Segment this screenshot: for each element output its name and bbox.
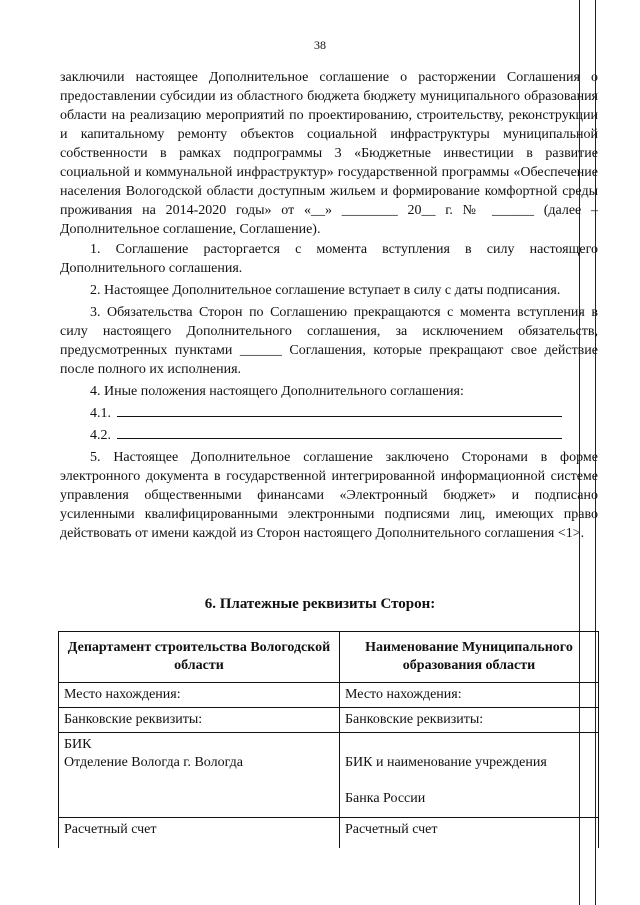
account-right: Расчетный счет bbox=[340, 818, 599, 849]
table-header-right: Наименование Муниципального образования области bbox=[340, 632, 599, 683]
clause-4-1-blank-line bbox=[117, 404, 562, 417]
location-left: Место нахождения: bbox=[59, 683, 340, 708]
section-title: 6. Платежные реквизиты Сторон: bbox=[204, 596, 436, 612]
clause-4: 4. Иные положения настоящего Дополнительного соглашения: bbox=[90, 384, 464, 399]
clause-4-2 bbox=[60, 426, 598, 445]
bank-details-right: Банковские реквизиты: bbox=[340, 708, 599, 733]
page-number: 38 bbox=[314, 38, 326, 52]
clause-4-1-label: 4.1. bbox=[90, 406, 111, 421]
bik-label-left: БИК bbox=[64, 737, 92, 752]
table-row bbox=[59, 818, 599, 849]
clause-5: 5. Настоящее Дополнительное соглашение заключено Сторонами в форме электронного документа в государственной интегрированной информационной системе управления общественными финансами «Электронный бюджет» и подписано усиленными квалифицированными электронными подписями лиц, имеющих право действовать от имени каждой из Сторон настоящего Дополнительного соглашения <1>. bbox=[60, 450, 598, 541]
account-left: Расчетный счет bbox=[59, 818, 340, 849]
bank-name-right: Банка России bbox=[345, 791, 426, 806]
clause-2: 2. Настоящее Дополнительное соглашение вступает в силу с даты подписания. bbox=[90, 283, 561, 298]
table-header-left: Департамент строительства Вологодской области bbox=[59, 632, 340, 683]
bik-cell-left bbox=[59, 733, 340, 818]
table-row bbox=[59, 708, 599, 733]
intro-paragraph-block bbox=[60, 68, 598, 239]
table-row bbox=[59, 683, 599, 708]
bik-label-right: БИК и наименование учреждения bbox=[345, 755, 547, 770]
intro-paragraph: заключили настоящее Дополнительное соглашение о расторжении Соглашения о предоставлении субсидии из областного бюджета бюджету муниципального образования области на реализацию мероприятий по проектированию, строительству, реконструкции и капитальному ремонту объектов социальной инфраструктуры муниципальной собственности в рамках подпрограммы 3 «Бюджетные инвестиции в развитие социальной и коммунальной инфраструктур» государственной программы «Обеспечение населения Вологодской области доступным жильем и формирование комфортной среды проживания на 2014-2020 годы» от «__» ________ 20__ г. № ______ (далее – Дополнительное соглашение, Соглашение). bbox=[60, 70, 598, 237]
clause-4-2-label: 4.2. bbox=[90, 428, 111, 443]
table-row bbox=[59, 733, 599, 818]
clause-1: 1. Соглашение расторгается с момента вступления в силу настоящего Дополнительного соглашения. bbox=[60, 242, 598, 276]
clauses-list bbox=[60, 240, 598, 546]
bank-details-left: Банковские реквизиты: bbox=[59, 708, 340, 733]
clause-4-1 bbox=[60, 404, 598, 423]
clause-4-2-blank-line bbox=[117, 426, 562, 439]
bank-branch-left: Отделение Вологда г. Вологда bbox=[64, 755, 243, 770]
clause-3: 3. Обязательства Сторон по Соглашению прекращаются с момента вступления в силу настоящего Дополнительного соглашения, за исключением обязательств, предусмотренных пунктами ______ Соглашения, которые прекращают свое действие после полного их исполнения. bbox=[60, 305, 598, 377]
bik-cell-right bbox=[340, 733, 599, 818]
table-header-row bbox=[59, 632, 599, 683]
location-right: Место нахождения: bbox=[340, 683, 599, 708]
payment-details-table bbox=[58, 631, 599, 848]
